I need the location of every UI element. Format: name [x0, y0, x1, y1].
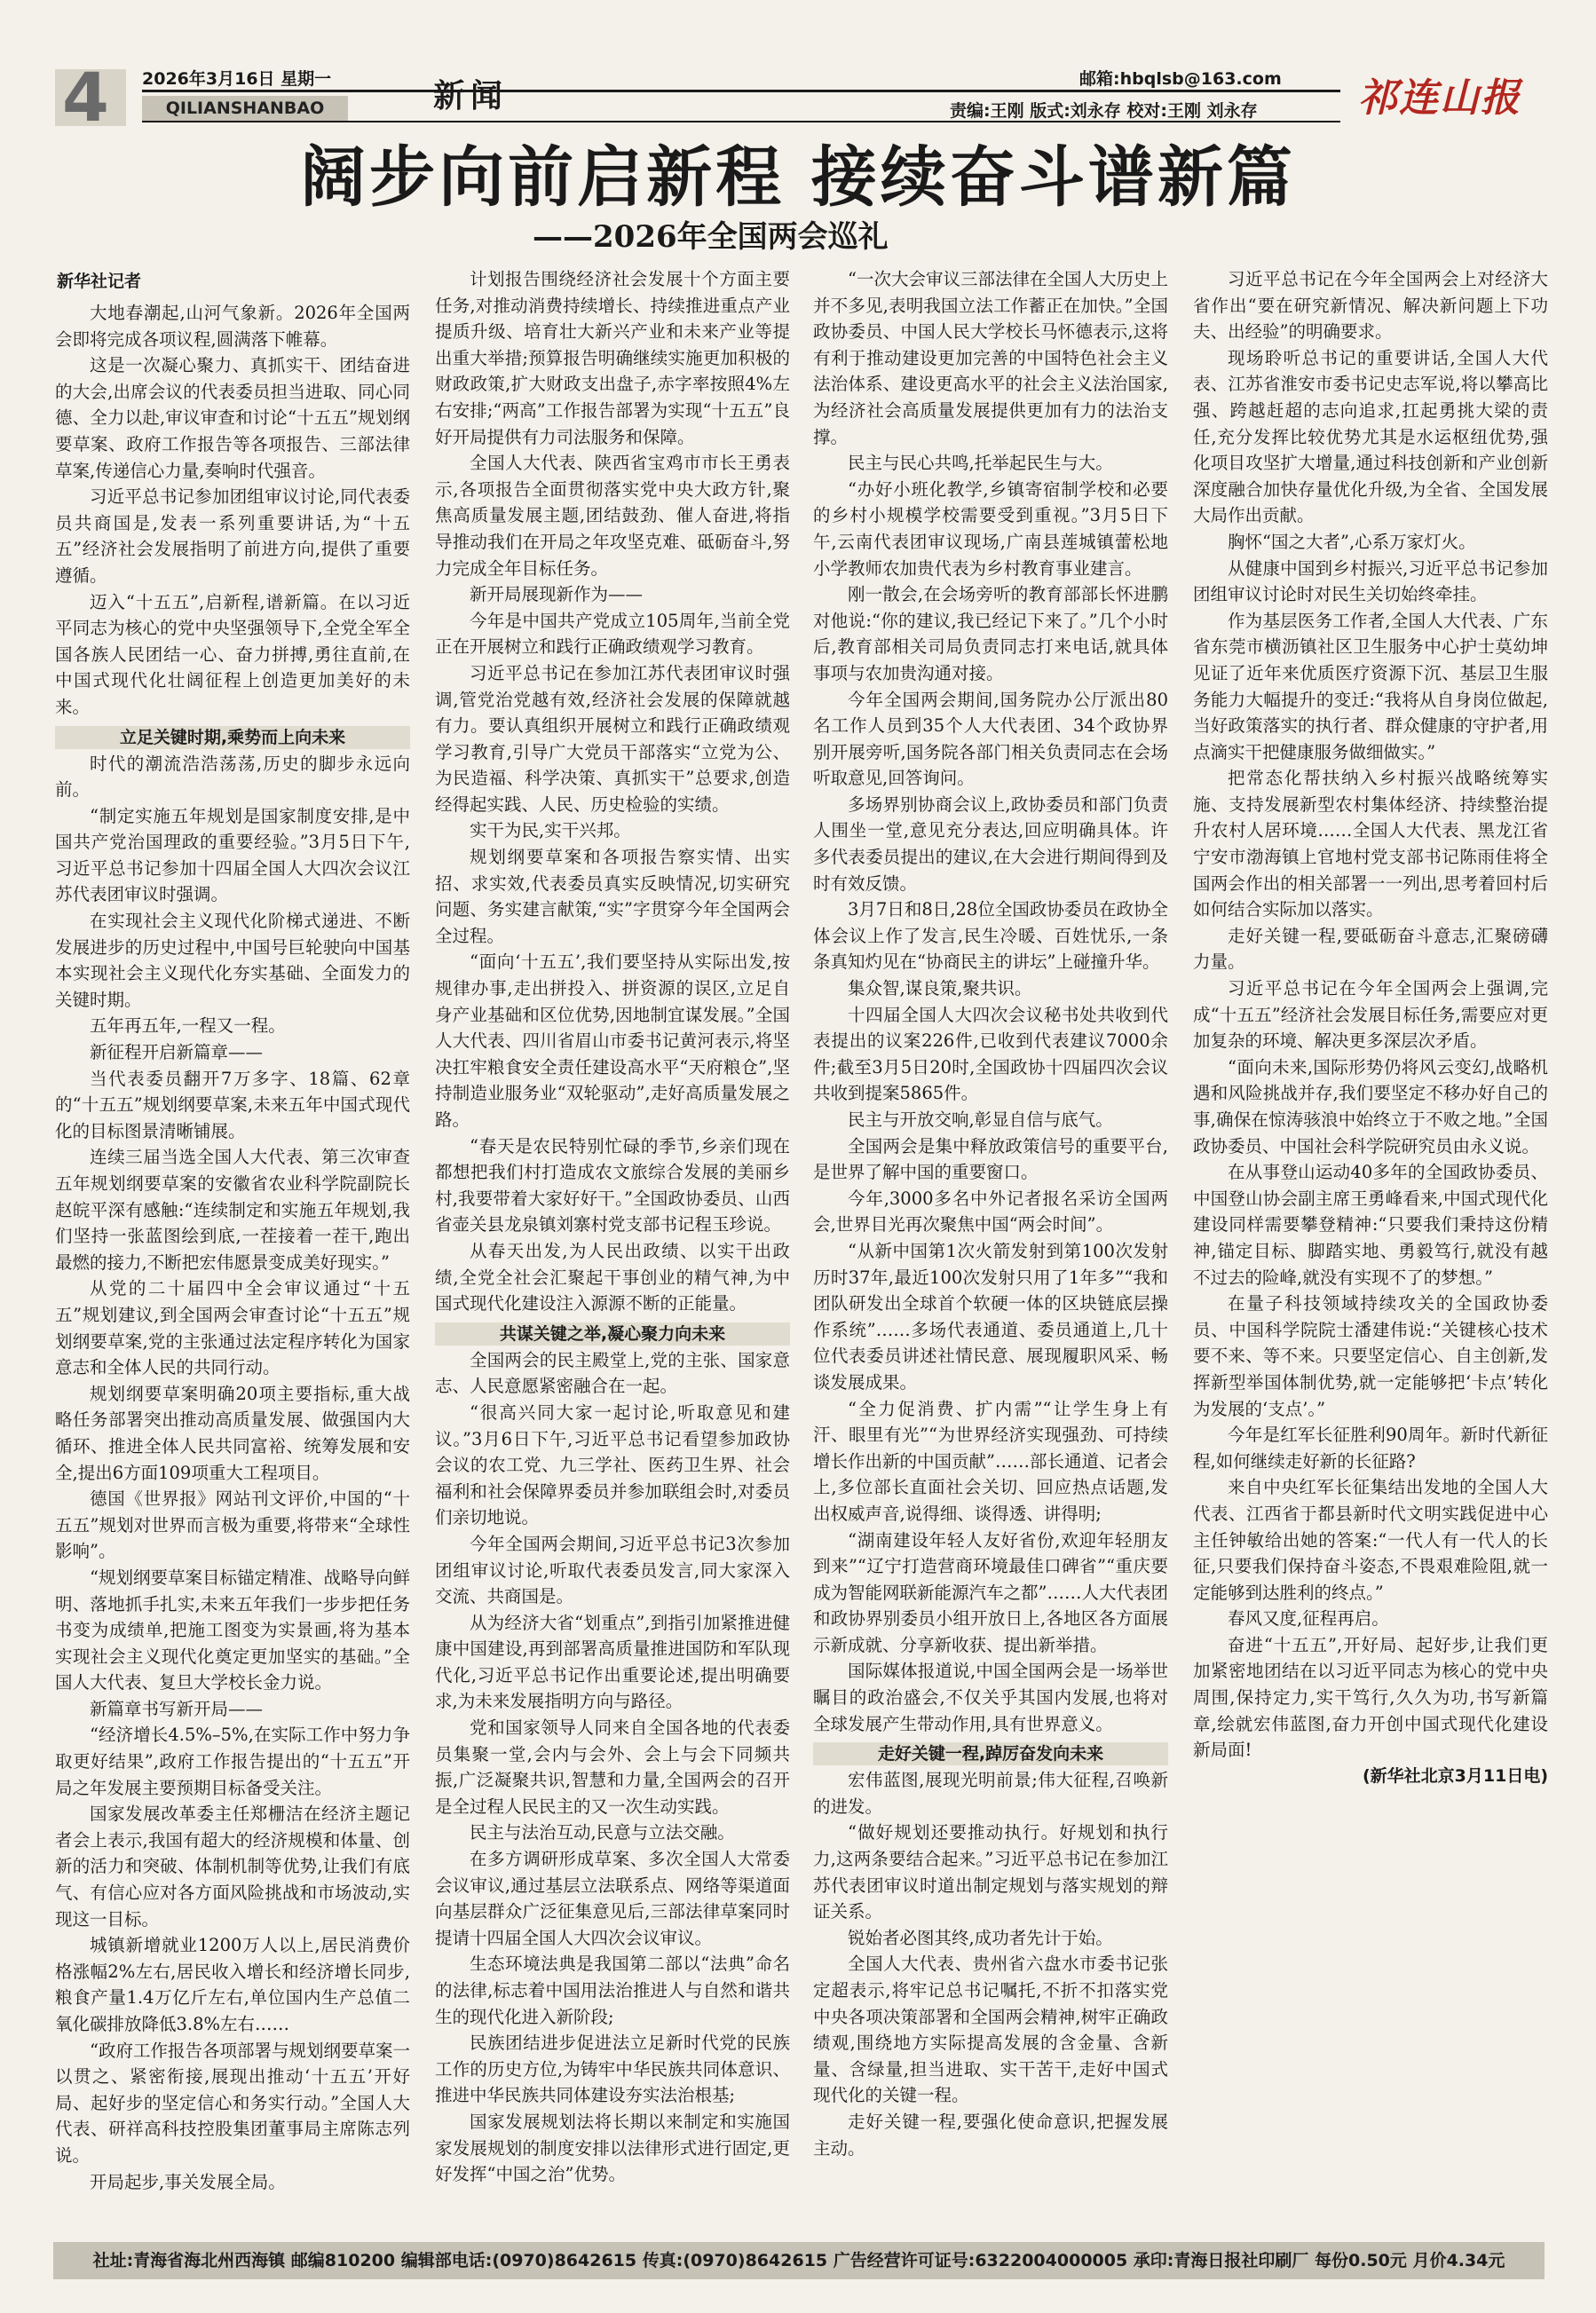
paragraph: 集众智,谋良策,聚共识。 [848, 978, 1032, 999]
paper-name-pinyin: QILIANSHANBAO [142, 96, 348, 121]
column-2 [435, 266, 790, 2214]
paragraph: 大地春潮起,山河气象新。2026年全国两会即将完成各项议程,圆满落下帷幕。 [55, 303, 410, 350]
paragraph: “经济增长4.5%–5%,在实际工作中努力争取更好结果”,政府工作报告提出的“十五五”开局之年发展主要预期目标备受关注。 [55, 1725, 410, 1798]
paragraph: 从为经济大省“划重点”,到指引加紧推进健康中国建设,再到部署高质量推进国防和军队现代化,习近平总书记作出重要论述,提出明确要求,为未来发展指明方向与路径。 [435, 1612, 790, 1712]
paragraph: 实干为民,实干兴邦。 [470, 820, 631, 841]
section-name: 新闻 [433, 77, 509, 114]
paragraph: 从春天出发,为人民出政绩、以实干出政绩,全党全社会汇聚起干事创业的精气神,为中国式现代化建设注入源源不断的正能量。 [435, 1240, 790, 1314]
paragraph: 计划报告围绕经济社会发展十个方面主要任务,对推动消费持续增长、持续推进重点产业提质升级、培育壮大新兴产业和未来产业等提出重大举措;预算报告明确继续实施更加积极的财政政策,扩大财政支出盘子,赤字率按照4%左右安排;“两高”工作报告部署为实现“十五五”良好开局提供有力司法服务和保障。 [435, 269, 790, 447]
paragraph: 迈入“十五五”,启新程,谱新篇。在以习近平同志为核心的党中央坚强领导下,全党全军全国各族人民团结一心、奋力拼搏,勇往直前,在中国式现代化壮阔征程上创造更加美好的未来。 [55, 591, 410, 717]
section-heading: 共谋关键之举,凝心聚力向未来 [435, 1322, 790, 1346]
issue-date: 2026年3月16日 星期一 [142, 69, 332, 89]
paragraph: 习近平总书记在今年全国两会上对经济大省作出“要在研究新情况、解决新问题上下功夫、出经验”的明确要求。 [1193, 269, 1548, 343]
paragraph: 全国两会的民主殿堂上,党的主张、国家意志、人民意愿紧密融合在一起。 [435, 1349, 790, 1397]
paragraph: 胸怀“国之大者”,心系万家灯火。 [1228, 531, 1476, 552]
paragraph: 国际媒体报道说,中国全国两会是一场举世瞩目的政治盛会,不仅关乎其国内发展,也将对全球发展产生带动作用,具有世界意义。 [813, 1661, 1168, 1734]
paragraph: 规划纲要草案明确20项主要指标,重大战略任务部署突出推动高质量发展、做强国内大循环、推进全体人民共同富裕、统筹发展和安全,提出6方面109项重大工程项目。 [55, 1383, 410, 1483]
column-4 [1193, 266, 1548, 2214]
section-heading: 走好关键一程,踔厉奋发向未来 [813, 1742, 1168, 1765]
paragraph: 把常态化帮扶纳入乡村振兴战略统筹实施、支持发展新型农村集体经济、持续整治提升农村人居环境……全国人大代表、黑龙江省宁安市渤海镇上官地村党支部书记陈雨佳将全国两会作出的相关部署一一列出,思考着回村后如何结合实际加以落实。 [1193, 768, 1548, 920]
paragraph: 走好关键一程,要砥砺奋斗意志,汇聚磅礴力量。 [1193, 925, 1548, 973]
paragraph: “规划纲要草案目标锚定精准、战略导向鲜明、落地抓手扎实,未来五年我们一步步把任务书变为成绩单,把施工图变为实景画,将为基本实现社会主义现代化奠定更加坚实的基础。”全国人大代表、复旦大学校长金力说。 [55, 1567, 410, 1693]
paragraph: 在从事登山运动40多年的全国政协委员、中国登山协会副主席王勇峰看来,中国式现代化建设同样需要攀登精神:“只要我们秉持这份精神,锚定目标、脚踏实地、勇毅笃行,就没有越不过去的险峰,就没有实现不了的梦想。” [1193, 1162, 1548, 1288]
column-1 [55, 300, 410, 2217]
paragraph: 多场界别协商会议上,政协委员和部门负责人围坐一堂,意见充分表达,回应明确具体。许多代表委员提出的建议,在大会进行期间得到及时有效反馈。 [813, 793, 1168, 894]
paragraph: “制定实施五年规划是国家制度安排,是中国共产党治国理政的重要经验。”3月5日下午,习近平总书记参加十四届全国人大四次会议江苏代表团审议时强调。 [55, 805, 410, 905]
paragraph: 3月7日和8日,28位全国政协委员在政协全体会议上作了发言,民生冷暖、百姓忧乐,一条条真知灼见在“协商民主的讲坛”上碰撞升华。 [813, 899, 1168, 973]
paragraph: 连续三届当选全国人大代表、第三次审查五年规划纲要草案的安徽省农业科学院副院长赵皖平深有感触:“连续制定和实施五年规划,我们坚持一张蓝图绘到底,一茬接着一茬干,跑出最燃的接力,不断把宏伟愿景变成美好现实。” [55, 1147, 410, 1273]
section-heading: 立足关键时期,乘势而上向未来 [55, 726, 410, 749]
paragraph: 五年再五年,一程又一程。 [90, 1015, 286, 1037]
paragraph: 今年是红军长征胜利90周年。新时代新征程,如何继续走好新的长征路? [1193, 1425, 1548, 1472]
paragraph: “湖南建设年轻人友好省份,欢迎年轻朋友到来”“辽宁打造营商环境最佳口碑省”“重庆要成为智能网联新能源汽车之都”……人大代表团和政协界别委员小组开放日上,各地区各方面展示新成就、分享新收获、提出新举措。 [813, 1529, 1168, 1655]
paragraph: 国家发展规划法将长期以来制定和实施国家发展规划的制度安排以法律形式进行固定,更好发挥“中国之治”优势。 [435, 2111, 790, 2185]
article-subtitle: ——2026年全国两会巡礼 [533, 219, 889, 255]
paragraph: 今年,3000多名中外记者报名采访全国两会,世界目光再次聚焦中国“两会时间”。 [813, 1188, 1168, 1235]
paragraph: 习近平总书记在参加江苏代表团审议时强调,管党治党越有效,经济社会发展的保障就越有力。要认真组织开展树立和践行正确政绩观学习教育,引导广大党员干部落实“立党为公、为民造福、科学决策、真抓实干”总要求,创造经得起实践、人民、历史检验的实绩。 [435, 662, 790, 815]
paragraph: 从健康中国到乡村振兴,习近平总书记参加团组审议讨论时对民生关切始终牵挂。 [1193, 557, 1548, 605]
page-number: 4 [62, 58, 109, 137]
paragraph: 在量子科技领域持续攻关的全国政协委员、中国科学院院士潘建伟说:“关键核心技术要不来、等不来。只要坚定信心、自主创新,发挥新型举国体制优势,就一定能够把‘卡点’转化为发展的‘支点’。” [1193, 1293, 1548, 1419]
paragraph: 新开局展现新作为—— [470, 584, 644, 605]
paragraph: 新篇章书写新开局—— [90, 1698, 264, 1719]
column-3 [813, 266, 1168, 2214]
paragraph: “办好小班化教学,乡镇寄宿制学校和必要的乡村小规模学校需要受到重视。”3月5日下午,云南代表团审议现场,广南县莲城镇蕾松地小学教师农加贵代表为乡村教育事业建言。 [813, 478, 1168, 579]
paragraph: 德国《世界报》网站刊文评价,中国的“十五五”规划对世界而言极为重要,将带来“全球性影响”。 [55, 1488, 410, 1562]
masthead [0, 0, 1596, 137]
paragraph: 全国两会是集中释放政策信号的重要平台,是世界了解中国的重要窗口。 [813, 1135, 1168, 1183]
dateline-signoff: (新华社北京3月11日电) [1362, 1765, 1548, 1786]
paragraph: 在多方调研形成草案、多次全国人大常委会议审议,通过基层立法联系点、网络等渠道面向基层群众广泛征集意见后,三部法律草案同时提请十四届全国人大四次会议审议。 [435, 1849, 790, 1948]
paragraph: 党和国家领导人同来自全国各地的代表委员集聚一堂,会内与会外、会上与会下同频共振,广泛凝聚共识,智慧和力量,全国两会的召开是全过程人民民主的又一次生动实践。 [435, 1717, 790, 1817]
paragraph: 从党的二十届四中全会审议通过“十五五”规划建议,到全国两会审查讨论“十五五”规划纲要草案,党的主张通过法定程序转化为国家意志和全体人民的共同行动。 [55, 1278, 410, 1378]
paragraph: “全力促消费、扩内需”“让学生身上有汗、眼里有光”“为世界经济实现强劲、可持续增长作出新的中国贡献”……部长通道、记者会上,多位部长直面社会关切、回应热点话题,发出权威声音,说得细、谈得透、讲得明; [813, 1398, 1168, 1524]
article-title: 阔步向前启新程 接续奋斗谱新篇 [300, 139, 1296, 216]
paragraph: 作为基层医务工作者,全国人大代表、广东省东莞市横沥镇社区卫生服务中心护士莫幼坤见证了近年来优质医疗资源下沉、基层卫生服务能力大幅提升的变迁:“我将从自身岗位做起,当好政策落实的执行者、群众健康的守护者,用点滴实干把健康服务做细做实。” [1193, 610, 1548, 762]
newspaper-logo: 祁连山报 [1358, 75, 1521, 121]
paragraph: 全国人大代表、陕西省宝鸡市市长王勇表示,各项报告全面贯彻落实党中央大政方针,聚焦高质量发展主题,团结鼓劲、催人奋进,将指导推动我们在开局之年攻坚克难、砥砺奋斗,努力完成全年目标任务。 [435, 453, 790, 579]
paragraph: 今年全国两会期间,国务院办公厅派出80名工作人员到35个人大代表团、34个政协界别开展旁听,国务院各部门相关负责同志在会场听取意见,回答询问。 [813, 689, 1168, 789]
paragraph: 习近平总书记在今年全国两会上强调,完成“十五五”经济社会发展目标任务,需要应对更加复杂的环境、解决更多深层次矛盾。 [1193, 978, 1548, 1052]
paragraph: 国家发展改革委主任郑栅洁在经济主题记者会上表示,我国有超大的经济规模和体量、创新的活力和突破、体制机制等优势,让我们有底气、有信心应对各方面风险挑战和市场波动,实现这一目标。 [55, 1804, 410, 1930]
paragraph: 这是一次凝心聚力、真抓实干、团结奋进的大会,出席会议的代表委员担当进取、同心同德、全力以赴,审议审查和讨论“十五五”规划纲要草案、政府工作报告等各项报告、三部法律草案,传递信心力量,奏响时代强音。 [55, 355, 410, 481]
paragraph: “做好规划还要推动执行。好规划和执行力,这两条要结合起来。”习近平总书记在参加江苏代表团审议时道出制定规划与落实规划的辩证关系。 [813, 1822, 1168, 1922]
paragraph: 规划纲要草案和各项报告察实情、出实招、求实效,代表委员真实反映情况,切实研究问题、务实建言献策,“实”字贯穿今年全国两会全过程。 [435, 847, 790, 946]
paragraph: 今年是中国共产党成立105周年,当前全党正在开展树立和践行正确政绩观学习教育。 [435, 610, 790, 658]
email-address: 邮箱:hbqlsb@163.com [1079, 69, 1282, 89]
paragraph: 当代表委员翻开7万多字、18篇、62章的“十五五”规划纲要草案,未来五年中国式现代化的目标图景清晰铺展。 [55, 1068, 410, 1141]
paragraph: 民族团结进步促进法立足新时代党的民族工作的历史方位,为铸牢中华民族共同体意识、推进中华民族共同体建设夯实法治根基; [435, 2033, 790, 2106]
paragraph: 新征程开启新篇章—— [90, 1042, 264, 1063]
paragraph: “很高兴同大家一起讨论,听取意见和建议。”3月6日下午,习近平总书记看望参加政协会议的农工党、九三学社、医药卫生界、社会福利和社会保障界委员并参加联组会时,对委员们亲切地说。 [435, 1401, 790, 1528]
paragraph: 锐始者必图其终,成功者先计于始。 [848, 1927, 1113, 1948]
paragraph: 奋进“十五五”,开好局、起好步,让我们更加紧密地团结在以习近平同志为核心的党中央周围,保持定力,实干笃行,久久为功,书写新篇章,绘就宏伟蓝图,奋力开创中国式现代化建设新局面! [1193, 1634, 1548, 1761]
paragraph: 民主与民心共鸣,托举起民生与大。 [848, 453, 1113, 474]
paragraph: 民主与法治互动,民意与立法交融。 [470, 1822, 735, 1843]
paragraph: 民主与开放交响,彰显自信与底气。 [848, 1109, 1113, 1130]
header-rule-top [142, 90, 1340, 92]
paragraph: 城镇新增就业1200万人以上,居民消费价格涨幅2%左右,居民收入增长和经济增长同步,粮食产量1.4万亿斤左右,单位国内生产总值二氧化碳排放降低3.8%左右…… [55, 1935, 410, 2034]
paragraph: 时代的潮流浩浩荡荡,历史的脚步永远向前。 [55, 753, 410, 801]
paragraph: 宏伟蓝图,展现光明前景;伟大征程,召唤新的进发。 [813, 1770, 1168, 1817]
paragraph: 今年全国两会期间,习近平总书记3次参加团组审议讨论,听取代表委员发言,同大家深入交流、共商国是。 [435, 1533, 790, 1607]
paragraph: 全国人大代表、贵州省六盘水市委书记张定超表示,将牢记总书记嘱托,不折不扣落实党中央各项决策部署和全国两会精神,树牢正确政绩观,围绕地方实际提高发展的含金量、含新量、含绿量,担当进取、实干苦干,走好中国式现代化的关键一程。 [813, 1954, 1168, 2106]
footer-info-bar: 社址:青海省海北州西海镇 邮编810200 编辑部电话:(0970)8642615 传真:(0970)8642615 广告经营许可证号:6322004000005 承印:青海日报社印刷厂 每份0.50元 月价4.34元 [53, 2242, 1545, 2279]
paragraph: 在实现社会主义现代化阶梯式递进、不断发展进步的历史过程中,中国号巨轮驶向中国基本实现社会主义现代化夯实基础、全面发力的关键时期。 [55, 911, 410, 1010]
paragraph: 习近平总书记参加团组审议讨论,同代表委员共商国是,发表一系列重要讲话,为“十五五”经济社会发展指明了前进方向,提供了重要遵循。 [55, 486, 410, 586]
paragraph: “一次大会审议三部法律在全国人大历史上并不多见,表明我国立法工作蓄正在加快。”全国政协委员、中国人民大学校长马怀德表示,这将有利于推动建设更加完善的中国特色社会主义法治体系、建设更高水平的社会主义法治国家,为经济社会高质量发展提供更加有力的法治支撑。 [813, 269, 1168, 447]
paragraph: 春风又度,征程再启。 [1228, 1608, 1389, 1630]
paragraph: 开局起步,事关发展全局。 [90, 2171, 286, 2192]
paragraph: 十四届全国人大四次会议秘书处共收到代表提出的议案226件,已收到代表建议7000余件;截至3月5日20时,全国政协十四届四次会议共收到提案5865件。 [813, 1004, 1168, 1104]
byline: 新华社记者 [57, 272, 142, 291]
editor-credits: 责编:王刚 版式:刘永存 校对:王刚 刘永存 [950, 101, 1258, 121]
paragraph: 走好关键一程,要强化使命意识,把握发展主动。 [813, 2111, 1168, 2159]
paragraph: “政府工作报告各项部署与规划纲要草案一以贯之、紧密衔接,展现出推动‘十五五’开好局、起好步的坚定信心和务实行动。”全国人大代表、研祥高科技控股集团董事局主席陈志列说。 [55, 2040, 410, 2166]
paragraph: “面向‘十五五’,我们要坚持从实际出发,按规律办事,走出拼投入、拼资源的误区,立足自身产业基础和区位优势,因地制宜谋发展。”全国人大代表、四川省眉山市委书记黄河表示,将坚决扛牢粮食安全责任建设高水平“天府粮仓”,坚持制造业服务业“双轮驱动”,走好高质量发展之路。 [435, 951, 790, 1130]
paragraph: “面向未来,国际形势仍将风云变幻,战略机遇和风险挑战并存,我们要坚定不移办好自己的事,确保在惊涛骇浪中始终立于不败之地。”全国政协委员、中国社会科学院研究员由永义说。 [1193, 1056, 1548, 1156]
paragraph: “从新中国第1次火箭发射到第100次发射历时37年,最近100次发射只用了1年多”“我和团队研发出全球首个软硬一体的区块链底层操作系统”……多场代表通道、委员通道上,几十位代表委员讲述社情民意、展现履职风采、畅谈发展成果。 [813, 1240, 1168, 1393]
paragraph: 刚一散会,在会场旁听的教育部部长怀进鹏对他说:“你的建议,我已经记下来了。”几个小时后,教育部相关司局负责同志打来电话,就具体事项与农加贵沟通对接。 [813, 584, 1168, 683]
paragraph: 来自中央红军长征集结出发地的全国人大代表、江西省于都县新时代文明实践促进中心主任钟敏给出她的答案:“一代人有一代人的长征,只要我们保持奋斗姿态,不畏艰难险阻,就一定能够到达胜利的终点。” [1193, 1477, 1548, 1603]
paragraph: “春天是农民特别忙碌的季节,乡亲们现在都想把我们村打造成农文旅综合发展的美丽乡村,我要带着大家好好干。”全国政协委员、山西省壶关县龙泉镇刘寨村党支部书记程玉珍说。 [435, 1135, 790, 1235]
paragraph: 生态环境法典是我国第二部以“法典”命名的法律,标志着中国用法治推进人与自然和谐共生的现代化进入新阶段; [435, 1954, 790, 2027]
paragraph: 现场聆听总书记的重要讲话,全国人大代表、江苏省淮安市委书记史志军说,将以攀高比强、跨越赶超的志向追求,扛起勇挑大梁的责任,充分发挥比较优势尤其是水运枢纽优势,强化项目攻坚扩大增量,通过科技创新和产业创新深度融合加快存量优化升级,为全省、全国发展大局作出贡献。 [1193, 347, 1548, 526]
